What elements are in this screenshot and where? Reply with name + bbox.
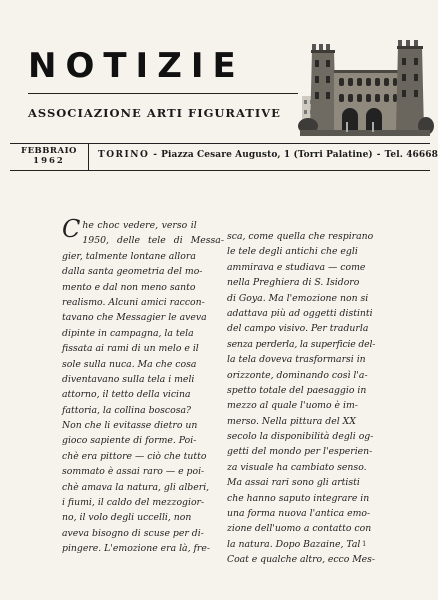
article-line: fissata ai rami di un melo e il — [62, 343, 199, 355]
article-line: Ma assai rari sono gli artisti — [227, 477, 360, 489]
street-address: Piazza Cesare Augusto, 1 (Torri Palatine) — [161, 150, 373, 160]
masthead-subtitle: ASSOCIAZIONE ARTI FIGURATIVE — [28, 106, 281, 120]
info-bar — [10, 143, 438, 171]
article-line: sommato è assai raro — e poi- — [62, 466, 205, 478]
article-line: orizzonte, dominando così l'a- — [227, 369, 368, 381]
article-line: chè era pittore — ciò che tutto — [62, 450, 207, 462]
masthead-rule — [28, 93, 298, 94]
article-line: Coat e qualche altro, ecco Mes- — [227, 554, 375, 566]
article-line: di Goya. Ma l'emozione non si — [227, 292, 369, 304]
article-line: mento e dal non meno santo — [62, 281, 196, 293]
article-line: zione dell'uomo a contatto con — [227, 523, 372, 535]
tel-number: 46668 — [406, 150, 438, 160]
article-column-1 — [62, 215, 224, 557]
article-line: la natura. Dopo Bazaine, Tal — [227, 538, 361, 550]
article-line: aveva bisogno di scuse per di- — [62, 527, 204, 539]
article-line: sole sulla nuca. Ma che cosa — [62, 358, 197, 370]
article-line: che hanno saputo integrare in — [227, 492, 370, 504]
article-line: gier, talmente lontane allora — [62, 250, 196, 262]
issue-year: 1962 — [33, 156, 65, 166]
article-line: nella Preghiera di S. Isidoro — [227, 277, 360, 289]
article-line: getti del mondo per l'esperien- — [227, 446, 373, 458]
city-name: TORINO — [98, 150, 150, 160]
address-line — [98, 150, 438, 160]
article-line: he choc vedere, verso il — [82, 220, 197, 231]
article-line: no, il volo degli uccelli, non — [62, 512, 192, 524]
article-line: sca, come quella che respirano — [227, 231, 374, 242]
article-line: ammirava e studiava — come — [227, 261, 366, 273]
article-line: pingere. L'emozione era là, fre- — [62, 543, 210, 555]
article-line: del campo visivo. Per tradurla — [227, 323, 369, 335]
article-line: realismo. Alcuni amici raccon- — [62, 296, 205, 308]
article-line: gioco sapiente di forme. Poi- — [62, 435, 197, 447]
article-line: diventavano sulla tela i meli — [62, 373, 195, 385]
article-line: la tela doveva trasformarsi in — [227, 354, 366, 366]
article-line: 1950, delle tele di Messa- — [82, 235, 224, 247]
article-line: chè amava la natura, gli alberi, — [62, 481, 210, 493]
article-line: spetto totale del paesaggio in — [227, 384, 367, 396]
separator: - — [376, 150, 381, 160]
page-number: 1 — [362, 540, 367, 548]
article-line: senza perderla, la superficie del- — [227, 338, 376, 350]
article-line: dalla santa geometria del mo- — [62, 266, 203, 278]
drop-cap: C — [62, 215, 81, 243]
article-line: secolo la disponibilità degli og- — [227, 431, 374, 443]
article-line: i fiumi, il caldo del mezzogior- — [62, 497, 205, 509]
issue-date — [10, 144, 89, 170]
porta-palatina-towers-icon — [300, 36, 430, 136]
article-line: dipinte in campagna, la tela — [62, 327, 194, 339]
article-line: za visuale ha cambiato senso. — [227, 461, 367, 473]
masthead-title: NOTIZIE — [28, 46, 245, 86]
article-line: tavano che Messagier le aveva — [62, 312, 207, 324]
article-line: merso. Nella pittura del XX — [227, 415, 356, 427]
article-line: adattava più ad oggetti distinti — [227, 307, 373, 319]
separator: - — [153, 150, 158, 160]
article-line: fattoria, la collina boscosa? — [62, 404, 192, 416]
article-column-2 — [227, 229, 375, 568]
tel-label: Tel. — [384, 150, 403, 160]
article-line: mezzo al quale l'uomo è im- — [227, 400, 358, 412]
article-line: le tele degli antichi che egli — [227, 246, 358, 258]
article-line: una forma nuova l'antica emo- — [227, 508, 371, 520]
article-line: attorno, il tetto della vicina — [62, 389, 191, 401]
article-line: Non che li evitasse dietro un — [62, 420, 198, 432]
issue-month: FEBBRAIO — [21, 146, 77, 156]
